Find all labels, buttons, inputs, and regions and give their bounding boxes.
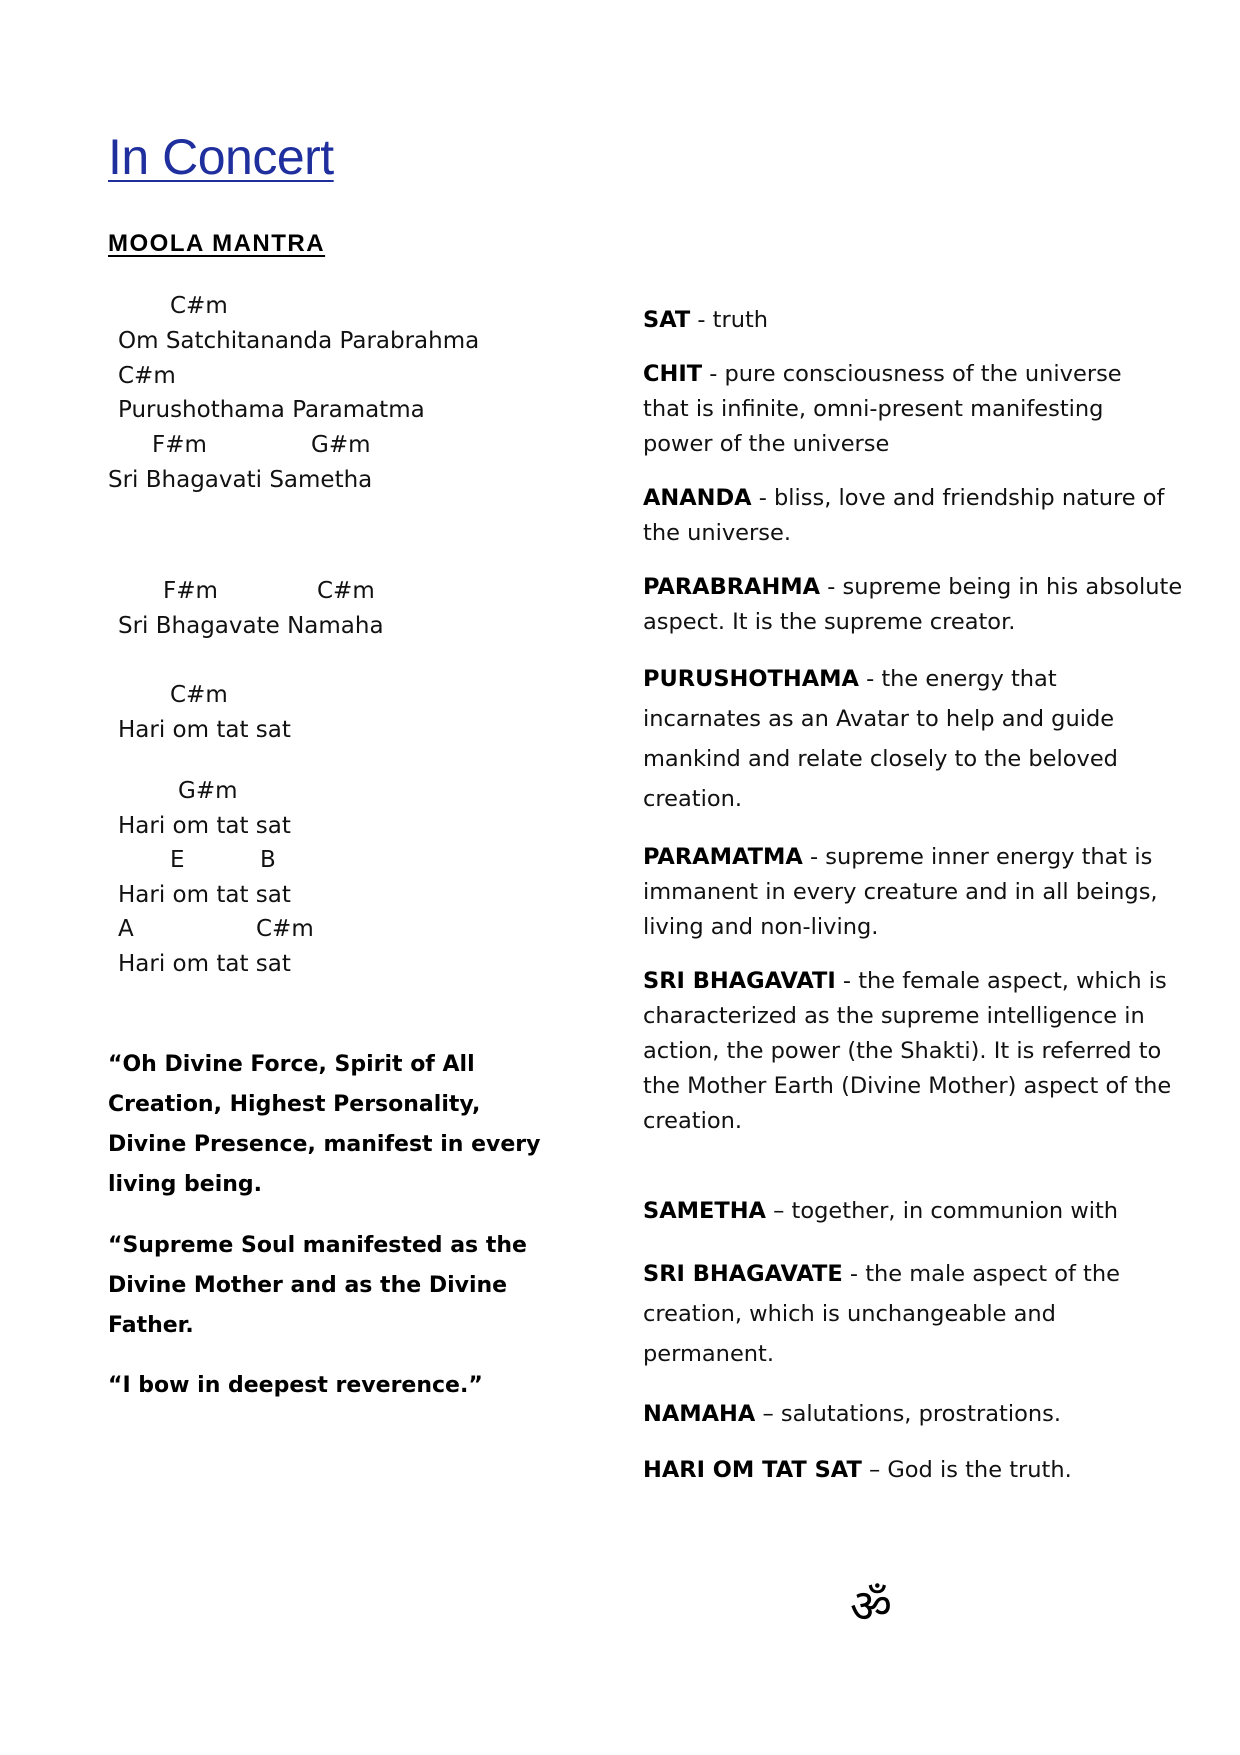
- glossary-entry: [643, 964, 1173, 1139]
- glossary-definition: - supreme being in his absolute aspect. It is the supreme creator.: [643, 574, 1183, 635]
- glossary-term: ANANDA: [643, 485, 752, 511]
- glossary-term: CHIT: [643, 361, 703, 387]
- chord: A: [118, 916, 134, 942]
- glossary-entry: [643, 570, 1203, 640]
- om-symbol-icon: ॐ: [850, 1579, 892, 1633]
- chord: B: [260, 847, 276, 873]
- glossary-entry: [643, 1453, 1173, 1488]
- chord: C#m: [170, 682, 228, 708]
- chord: F#m: [152, 432, 207, 458]
- glossary-term: NAMAHA: [643, 1401, 756, 1427]
- glossary-definition: - pure consciousness of the universe that is infinite, omni-present manifesting power of the universe: [643, 361, 1122, 457]
- glossary-definition: – salutations, prostrations.: [755, 1401, 1061, 1427]
- glossary-entry: [643, 481, 1173, 551]
- lyric-line: Hari om tat sat: [118, 813, 291, 839]
- glossary-entry: [643, 659, 1173, 819]
- lyric-line: Om Satchitananda Parabrahma: [118, 328, 480, 354]
- glossary-entry: [643, 357, 1173, 462]
- lyric-line: Hari om tat sat: [118, 951, 291, 977]
- prayer-paragraph: “Oh Divine Force, Spirit of All Creation, Highest Personality, Divine Presence, manifest in every living being.: [108, 1052, 541, 1197]
- glossary-entry: [643, 303, 1173, 338]
- glossary-term: SRI BHAGAVATI: [643, 968, 836, 994]
- glossary-term: SAT: [643, 307, 691, 333]
- glossary-definition: - the female aspect, which is characterized as the supreme intelligence in action, the power (the Shakti). It is referred to the Mother Earth (Divine Mother) aspect of the creation.: [643, 968, 1172, 1134]
- chord: E: [170, 847, 185, 873]
- glossary-term: PURUSHOTHAMA: [643, 666, 859, 692]
- glossary-entry: [643, 840, 1173, 945]
- chord: G#m: [178, 778, 238, 804]
- glossary-definition: - truth: [690, 307, 769, 333]
- chord: C#m: [118, 363, 176, 389]
- lyric-line: Hari om tat sat: [118, 717, 291, 743]
- song-title: MOOLA MANTRA: [108, 230, 326, 257]
- glossary-definition: - the male aspect of the creation, which is unchangeable and permanent.: [643, 1261, 1120, 1367]
- chord: C#m: [256, 916, 314, 942]
- glossary-term: SRI BHAGAVATE: [643, 1261, 843, 1287]
- glossary-entry: [643, 1194, 1173, 1229]
- lyric-line: Purushothama Paramatma: [118, 397, 425, 423]
- prayer-paragraph: “I bow in deepest reverence.”: [108, 1373, 483, 1398]
- glossary-entry: [643, 1397, 1173, 1432]
- lyric-line: Sri Bhagavate Namaha: [118, 613, 384, 639]
- glossary-definition: - bliss, love and friendship nature of the universe.: [643, 485, 1165, 546]
- glossary-definition: - supreme inner energy that is immanent in every creature and in all beings, living and non-living.: [643, 844, 1158, 940]
- glossary-term: PARAMATMA: [643, 844, 803, 870]
- glossary-definition: – together, in communion with: [765, 1198, 1119, 1224]
- chord: G#m: [311, 432, 371, 458]
- glossary-definition: - the energy that incarnates as an Avatar to help and guide mankind and relate closely to the beloved creation.: [643, 666, 1118, 812]
- glossary-term: PARABRAHMA: [643, 574, 821, 600]
- chord: C#m: [317, 578, 375, 604]
- glossary-term: HARI OM TAT SAT: [643, 1457, 862, 1483]
- glossary-definition: – God is the truth.: [861, 1457, 1072, 1483]
- glossary-entry: [643, 1254, 1173, 1374]
- page-title: In Concert: [108, 129, 334, 185]
- chord: F#m: [163, 578, 218, 604]
- glossary-term: SAMETHA: [643, 1198, 766, 1224]
- prayer-paragraph: “Supreme Soul manifested as the Divine Mother and as the Divine Father.: [108, 1233, 527, 1338]
- chord: C#m: [170, 293, 228, 319]
- lyric-line: Hari om tat sat: [118, 882, 291, 908]
- lyric-line: Sri Bhagavati Sametha: [108, 467, 373, 493]
